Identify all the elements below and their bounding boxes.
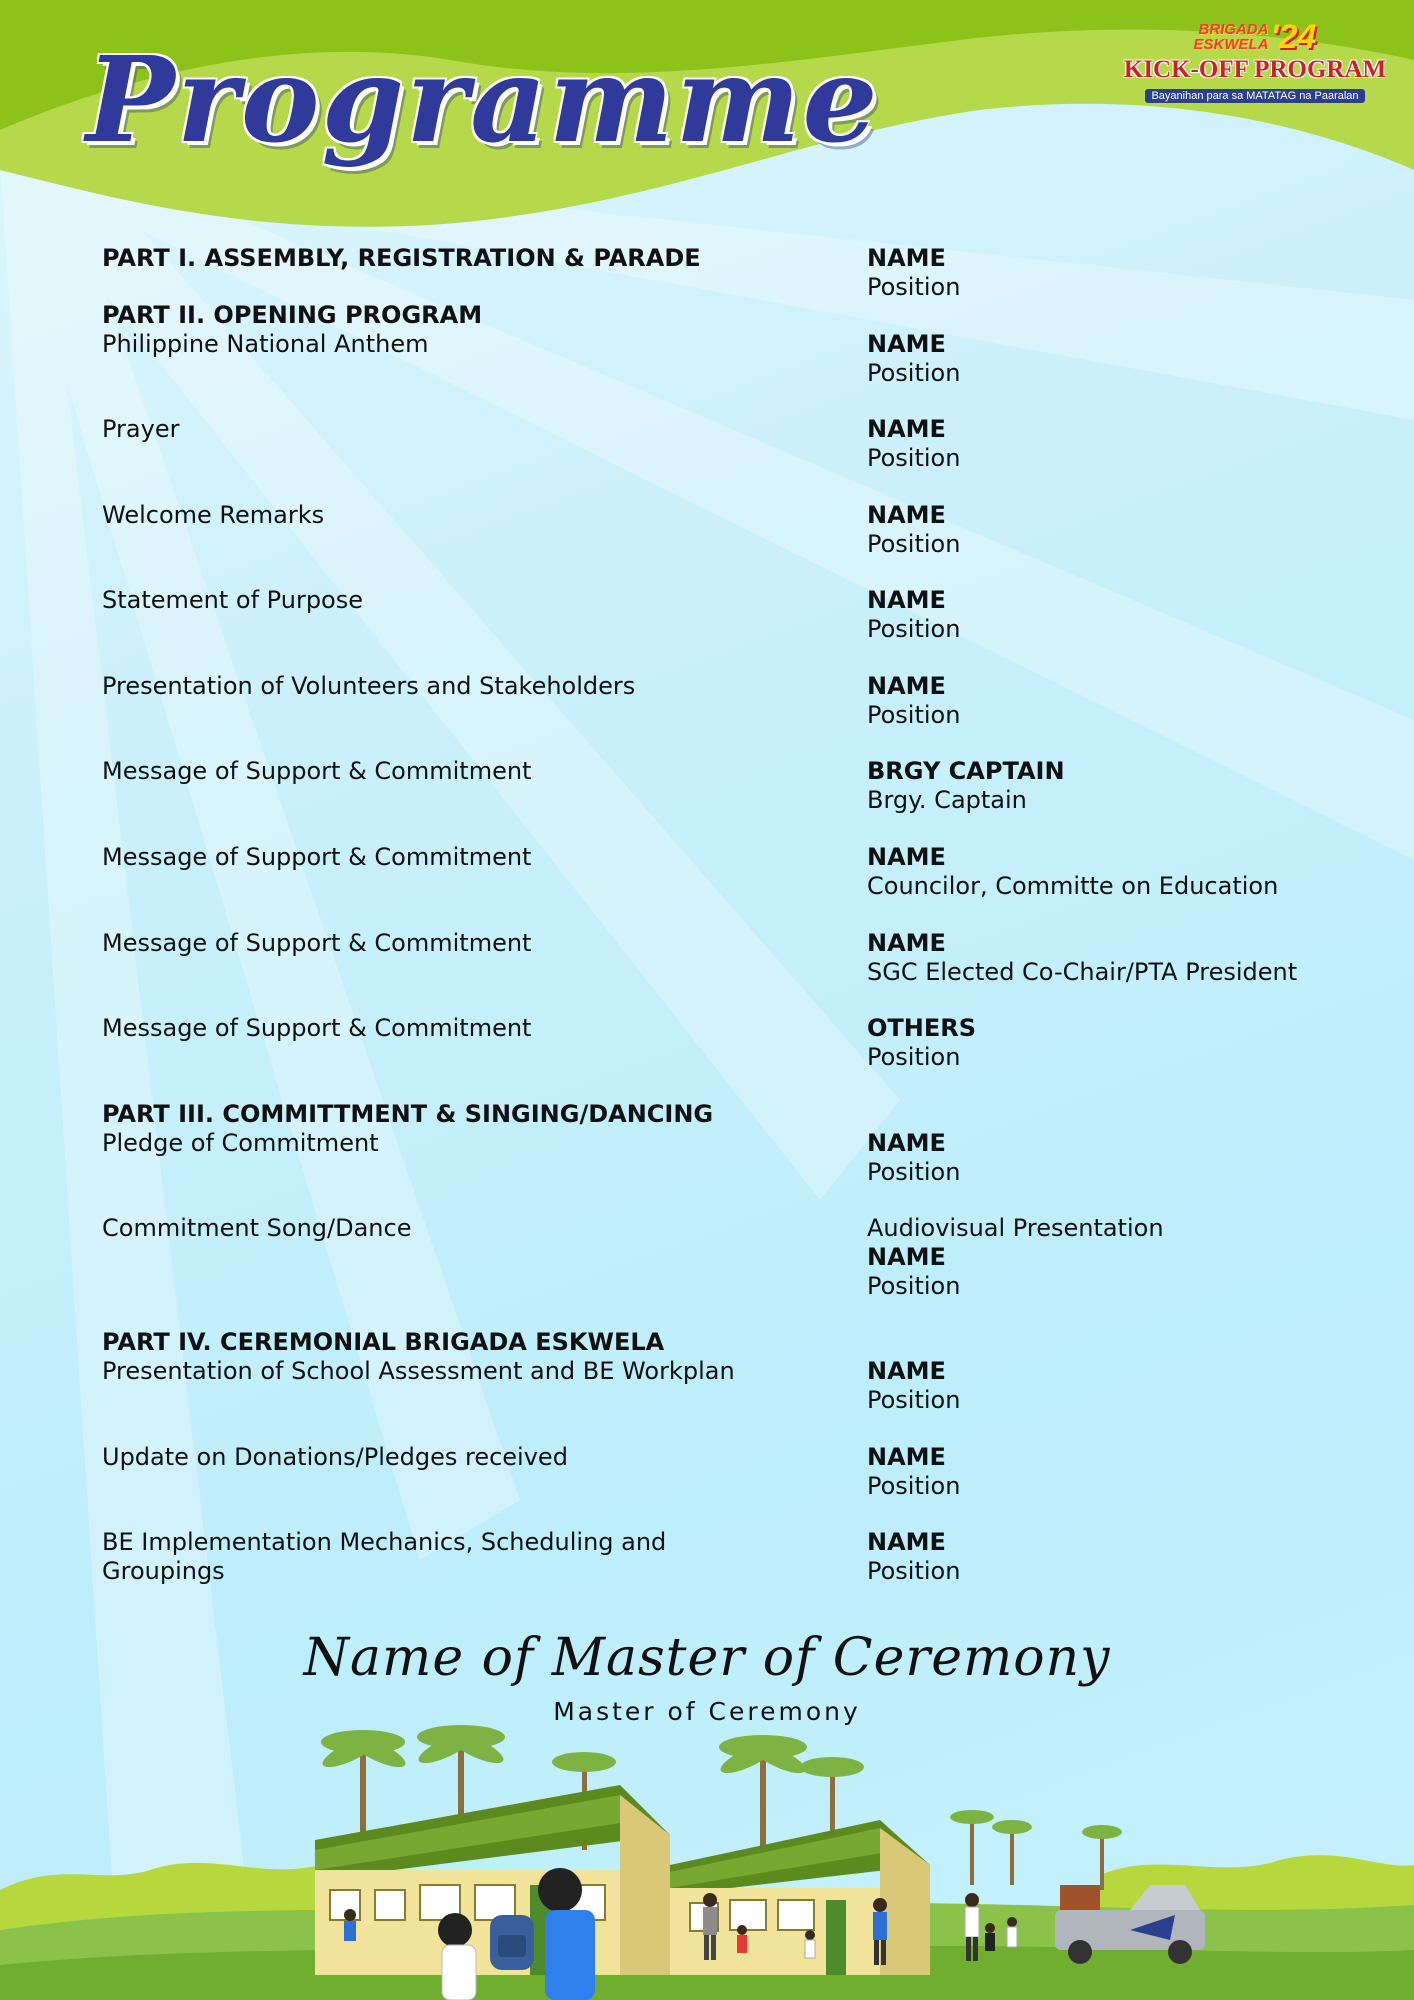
speaker-position: Position: [867, 701, 961, 729]
programme-right: [867, 501, 1387, 559]
programme-left: [102, 244, 802, 273]
speaker-name: NAME: [867, 1357, 946, 1385]
speaker-name: NAME: [867, 501, 946, 529]
speaker-position: Position: [867, 359, 961, 387]
programme-left: [102, 415, 802, 444]
programme-item: Presentation of Volunteers and Stakeholders: [102, 672, 636, 700]
programme-left: [102, 501, 802, 530]
programme-item: Message of Support & Commitment: [102, 929, 532, 957]
speaker-position: Position: [867, 1386, 961, 1414]
school-illustration: [0, 1700, 1414, 2000]
speaker-name: NAME: [867, 1443, 946, 1471]
programme-right: [867, 672, 1387, 730]
programme-left: [102, 929, 802, 958]
part-heading: PART I. ASSEMBLY, REGISTRATION & PARADE: [102, 244, 701, 272]
speaker-position: Position: [867, 273, 961, 301]
speaker-name: OTHERS: [867, 1014, 977, 1042]
programme-left: [102, 843, 802, 872]
programme-item: Philippine National Anthem: [102, 330, 429, 358]
programme-item: Message of Support & Commitment: [102, 757, 532, 785]
programme-left: [102, 1014, 802, 1043]
logo-top: [1115, 18, 1395, 56]
speaker-name: NAME: [867, 415, 946, 443]
programme-right: [867, 757, 1387, 815]
logo-tagline: Bayanihan para sa MATATAG na Paaralan: [1145, 89, 1364, 103]
programme-right: [867, 1528, 1387, 1586]
programme-left: [102, 301, 802, 359]
part-heading: PART II. OPENING PROGRAM: [102, 301, 483, 329]
programme-item: Prayer: [102, 415, 180, 443]
programme-right: [867, 1357, 1387, 1415]
speaker-position: Councilor, Committe on Education: [867, 872, 1279, 900]
programme-left: [102, 1528, 722, 1586]
programme-right: [867, 1443, 1387, 1501]
speaker-name: BRGY CAPTAIN: [867, 757, 1065, 785]
programme-item: Message of Support & Commitment: [102, 843, 532, 871]
master-of-ceremony-name: Name of Master of Ceremony: [303, 1628, 1111, 1688]
speaker-position: Position: [867, 615, 961, 643]
programme-right: [867, 1129, 1387, 1187]
speaker-position: SGC Elected Co-Chair/PTA President: [867, 958, 1298, 986]
logo-main-text: KICK-OFF PROGRAM: [1123, 56, 1387, 83]
logo-brand-line1: BRIGADA: [1198, 21, 1269, 38]
programme-item: Presentation of School Assessment and BE Workplan: [102, 1357, 735, 1385]
speaker-name: NAME: [867, 244, 946, 272]
programme-right: [867, 586, 1387, 644]
speaker-position: Position: [867, 530, 961, 558]
programme-left: [102, 1214, 802, 1243]
programme-right: [867, 1214, 1387, 1301]
speaker-position: Position: [867, 1472, 961, 1500]
speaker-name: NAME: [867, 330, 946, 358]
brigada-eskwela-logo: [1115, 18, 1395, 108]
speaker-position: Position: [867, 1272, 961, 1300]
programme-left: [102, 1100, 802, 1158]
speaker-name: NAME: [867, 1129, 946, 1157]
speaker-name: NAME: [867, 1528, 946, 1556]
programme-item: Welcome Remarks: [102, 501, 325, 529]
speaker-name: NAME: [867, 929, 946, 957]
speaker-position: Brgy. Captain: [867, 786, 1027, 814]
programme-item: Pledge of Commitment: [102, 1129, 379, 1157]
programme-left: [102, 586, 802, 615]
speaker-position: Position: [867, 1043, 961, 1071]
programme-left: [102, 757, 802, 786]
speaker-position: Position: [867, 444, 961, 472]
programme-item: Update on Donations/Pledges received: [102, 1443, 568, 1471]
programme-left: [102, 1443, 802, 1472]
part-heading: PART IV. CEREMONIAL BRIGADA ESKWELA: [102, 1328, 665, 1356]
programme-right: [867, 244, 1387, 302]
programme-item: BE Implementation Mechanics, Scheduling and Groupings: [102, 1528, 667, 1585]
programme-right: [867, 415, 1387, 473]
programme-right: [867, 843, 1387, 901]
speaker-position: Position: [867, 1557, 961, 1585]
programme-item: Message of Support & Commitment: [102, 1014, 532, 1042]
speaker-position: Position: [867, 1158, 961, 1186]
logo-year: '24: [1270, 17, 1317, 56]
logo-brand: [1194, 22, 1269, 52]
programme-right: [867, 929, 1387, 987]
programme-left: [102, 672, 802, 701]
speaker-name: NAME: [867, 586, 946, 614]
master-of-ceremony-role: Master of Ceremony: [553, 1697, 861, 1726]
speaker-name: NAME: [867, 843, 946, 871]
programme-right: [867, 1014, 1387, 1072]
programme-item: Statement of Purpose: [102, 586, 363, 614]
programme-left: [102, 1328, 802, 1386]
logo-brand-line2: ESKWELA: [1193, 36, 1269, 53]
programme-right: [867, 330, 1387, 388]
programme-item: Commitment Song/Dance: [102, 1214, 412, 1242]
page-title: Programme: [86, 30, 880, 169]
speaker-name: NAME: [867, 672, 946, 700]
av-note: Audiovisual Presentation: [867, 1214, 1164, 1242]
part-heading: PART III. COMMITTMENT & SINGING/DANCING: [102, 1100, 714, 1128]
speaker-name: NAME: [867, 1243, 946, 1271]
